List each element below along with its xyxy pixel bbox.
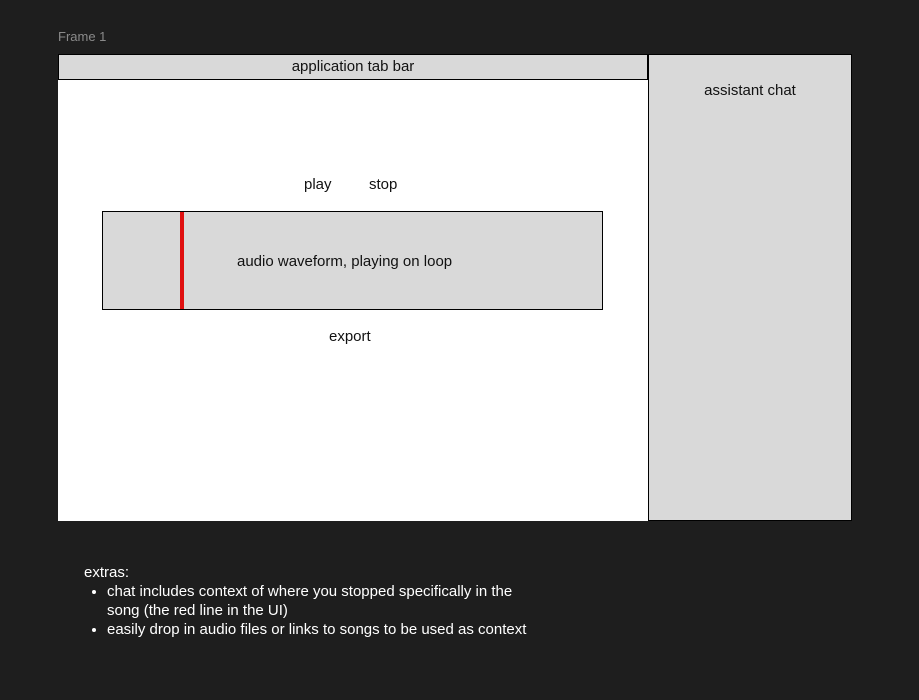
notes-title: extras:: [84, 564, 130, 581]
playhead-marker[interactable]: [180, 212, 184, 309]
application-tab-bar[interactable]: application tab bar: [58, 54, 648, 80]
play-button[interactable]: play: [304, 176, 332, 193]
list-item: • chat includes context of where you stopped specifically in the song (the red line in the UI): [107, 582, 544, 620]
stop-button[interactable]: stop: [369, 176, 398, 193]
waveform-label: audio waveform, playing on loop: [237, 253, 453, 270]
list-item: • easily drop in audio files or links to songs to be used as context: [107, 620, 544, 639]
app-frame: [58, 54, 648, 521]
export-button[interactable]: export: [329, 328, 371, 345]
audio-waveform[interactable]: [102, 211, 603, 310]
extras-notes: [84, 563, 544, 639]
assistant-chat-panel[interactable]: [648, 54, 852, 521]
frame-label: Frame 1: [58, 29, 107, 44]
assistant-chat-title: assistant chat: [704, 82, 796, 99]
notes-list: [84, 582, 544, 639]
